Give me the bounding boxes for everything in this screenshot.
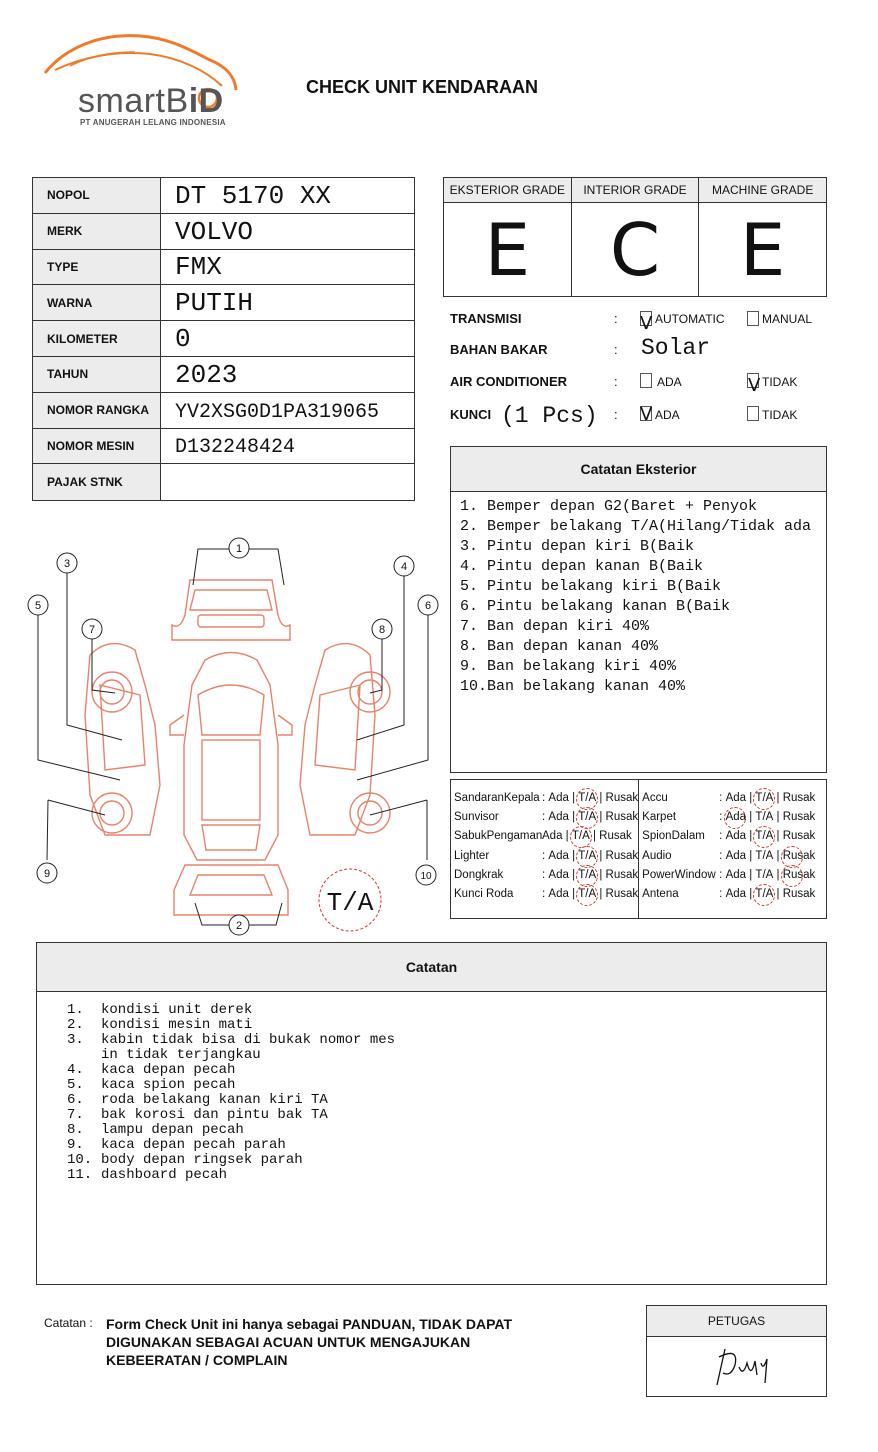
list-item	[67, 1108, 826, 1123]
info-value: FMX	[175, 252, 222, 283]
interior-col-right	[639, 780, 826, 918]
info-row-merk	[33, 214, 414, 250]
opt-rusak[interactable]: Rusak	[782, 830, 816, 843]
grade-value: C	[609, 207, 661, 292]
interior-row	[451, 850, 638, 869]
opt-rusak[interactable]: Rusak	[605, 887, 639, 900]
opt-ada[interactable]: Ada	[548, 849, 569, 862]
kunci-count: (1 Pcs)	[501, 403, 598, 429]
info-label: WARNA	[33, 285, 161, 320]
marker-4	[394, 556, 414, 576]
interior-check-box	[450, 779, 827, 919]
item-text: lampu depan pecah	[101, 1122, 244, 1138]
sep: :	[719, 887, 723, 900]
list-item	[67, 1153, 826, 1168]
info-label: NOMOR MESIN	[33, 429, 161, 464]
manual-label: MANUAL	[762, 312, 813, 326]
marker-8	[372, 619, 392, 639]
item-text: kabin tidak bisa di bukak nomor mes	[101, 1032, 396, 1048]
grade-value: E	[739, 207, 786, 292]
interior-item-name: SabukPengaman	[454, 830, 543, 843]
list-item: 8. Ban depan kanan 40%	[460, 638, 659, 655]
colon: :	[614, 342, 618, 357]
info-label: TYPE	[33, 250, 161, 285]
opt-rusak[interactable]: Rusak	[605, 792, 639, 804]
exterior-notes-title: Catatan Eksterior	[451, 447, 826, 492]
interior-row	[451, 792, 638, 811]
info-row-kilometer	[33, 321, 414, 357]
interior-row	[451, 811, 638, 830]
marker-label: 6	[424, 600, 432, 612]
sep: :	[542, 811, 546, 824]
opt-rusak[interactable]: Rusak	[782, 792, 816, 804]
catatan-box	[36, 942, 827, 1285]
marker-2	[229, 915, 249, 935]
colon: :	[614, 374, 618, 389]
info-value: PUTIH	[175, 288, 254, 319]
ac-tidak-label: TIDAK	[762, 375, 798, 389]
list-item	[67, 1018, 826, 1033]
list-item	[67, 1168, 826, 1183]
interior-row	[639, 869, 826, 888]
interior-col-left	[451, 780, 639, 918]
marker-label: 2	[235, 920, 243, 932]
stamp-label: T/A	[326, 888, 374, 918]
petugas-box	[646, 1305, 827, 1397]
list-item: 6. Pintu belakang kanan B(Baik	[460, 598, 731, 615]
interior-item-name: Kunci Roda	[454, 887, 514, 900]
opt-ada[interactable]: Ada	[548, 868, 569, 881]
list-item	[67, 1138, 826, 1153]
opt-ta[interactable]: T/A	[578, 868, 597, 881]
opt-ta[interactable]: T/A	[755, 792, 774, 804]
item-num: 5.	[67, 1077, 84, 1093]
catatan-title: Catatan	[37, 943, 826, 992]
item-text: body depan ringsek parah	[101, 1152, 303, 1168]
opt-ta[interactable]: T/A	[755, 868, 774, 881]
marker-9	[37, 863, 57, 883]
ac-ada-checkbox[interactable]	[640, 373, 652, 388]
interior-options: : Ada | T/A | Rusak	[542, 811, 639, 824]
signature-icon	[647, 1337, 828, 1397]
check-mark-icon: V	[640, 313, 653, 334]
interior-item-name: Lighter	[454, 849, 490, 862]
item-text: dashboard pecah	[101, 1167, 228, 1183]
list-item: 3. Pintu depan kiri B(Baik	[460, 538, 695, 555]
item-num: 9.	[67, 1137, 84, 1153]
list-item: 1. Bemper depan G2(Baret + Penyok	[460, 498, 758, 515]
item-num: 6.	[67, 1092, 84, 1108]
opt-ada[interactable]: Ada	[548, 792, 569, 804]
item-num: 2.	[67, 1017, 84, 1033]
opt-ada[interactable]: Ada	[725, 792, 747, 804]
opt-ada[interactable]: Ada	[725, 868, 747, 881]
info-value: D132248424	[175, 436, 296, 460]
info-value: 0	[175, 323, 191, 354]
interior-item-name: Karpet	[642, 811, 677, 824]
info-label: PAJAK STNK	[33, 464, 161, 500]
list-item: 9. Ban belakang kiri 40%	[460, 658, 677, 675]
opt-ta[interactable]: T/A	[755, 887, 774, 900]
opt-ada[interactable]: Ada	[548, 811, 569, 824]
catatan-list	[37, 992, 826, 1183]
footer-disclaimer: Form Check Unit ini hanya sebagai PANDUAN, TIDAK DAPAT DIGUNAKAN SEBAGAI ACUAN UNTUK MENGAJUKAN KEBEERATAN / COMPLAIN	[106, 1316, 513, 1368]
bahan-bakar-label: BAHAN BAKAR	[450, 342, 548, 357]
item-text: in tidak terjangkau	[101, 1047, 261, 1063]
list-item	[67, 1003, 826, 1018]
opt-ada[interactable]: Ada	[725, 849, 747, 862]
info-row-type	[33, 250, 414, 286]
marker-label: 1	[235, 543, 243, 555]
opt-rusak[interactable]: Rusak	[782, 849, 816, 862]
interior-row	[639, 888, 826, 907]
item-text: kondisi mesin mati	[101, 1017, 253, 1033]
opt-ada[interactable]: Ada	[725, 811, 747, 824]
info-row-pajak-stnk	[33, 464, 414, 500]
interior-item-name: Accu	[642, 792, 668, 804]
opt-rusak[interactable]: Rusak	[605, 868, 639, 881]
interior-options: : Ada | T/A | Rusak	[719, 887, 816, 900]
interior-item-name: SandaranKepala	[454, 792, 540, 804]
item-text: kaca spion pecah	[101, 1077, 236, 1093]
footer-label: Catatan :	[44, 1316, 93, 1330]
vehicle-info-table	[32, 177, 415, 501]
item-text: kondisi unit derek	[101, 1002, 253, 1018]
marker-label: 10	[420, 871, 432, 882]
opt-rusak[interactable]: Rusak	[782, 811, 816, 824]
interior-item-name: Audio	[642, 849, 672, 862]
item-num: 8.	[67, 1122, 84, 1138]
marker-label: 9	[43, 868, 51, 880]
opt-ada[interactable]: Ada	[725, 887, 747, 900]
ac-label: AIR CONDITIONER	[450, 374, 567, 389]
grade-exterior	[444, 178, 572, 296]
opt-rusak[interactable]: Rusak	[605, 849, 639, 862]
item-num: 4.	[67, 1062, 84, 1078]
ac-ada-label: ADA	[657, 375, 682, 389]
grade-label: INTERIOR GRADE	[572, 178, 699, 203]
leader-lines	[38, 549, 428, 925]
list-item: 5. Pintu belakang kiri B(Baik	[460, 578, 722, 595]
opt-ada[interactable]: Ada	[548, 887, 569, 900]
interior-options: : Ada | T/A | Rusak	[719, 868, 816, 881]
interior-item-name: PowerWindow	[642, 868, 716, 881]
petugas-title: PETUGAS	[647, 1306, 826, 1337]
grade-label: EKSTERIOR GRADE	[444, 178, 571, 203]
grades-table	[443, 177, 827, 297]
manual-checkbox[interactable]	[747, 311, 759, 326]
check-mark-icon: V	[640, 404, 653, 425]
info-value: VOLVO	[175, 216, 254, 247]
opt-ta[interactable]: T/A	[578, 792, 597, 804]
opt-ta[interactable]: T/A	[578, 887, 597, 900]
opt-rusak[interactable]: Rusak	[605, 811, 639, 824]
car-damage-diagram	[20, 535, 440, 940]
info-row-tahun	[33, 357, 414, 393]
marker-3	[57, 553, 77, 573]
bahan-bakar-value: Solar	[641, 335, 711, 361]
opt-ada[interactable]: Ada	[542, 830, 563, 843]
sep: :	[542, 792, 546, 804]
opt-rusak[interactable]: Rusak	[782, 868, 816, 881]
exterior-notes-list	[451, 492, 826, 697]
kunci-tidak-checkbox[interactable]	[747, 406, 759, 421]
list-item	[67, 1078, 826, 1093]
logo-text-b: iD	[188, 82, 224, 120]
info-row-nomor-rangka	[33, 393, 414, 429]
interior-options: Ada | T/A | Rusak	[542, 830, 632, 843]
interior-item-name: SpionDalam	[642, 830, 705, 843]
list-item	[67, 1093, 826, 1108]
kunci-label: KUNCI	[450, 407, 492, 422]
item-text: bak korosi dan pintu bak TA	[101, 1107, 328, 1123]
sep: :	[542, 849, 546, 862]
grade-label: MACHINE GRADE	[699, 178, 826, 203]
info-row-nomor-mesin	[33, 429, 414, 465]
marker-6	[418, 595, 438, 615]
info-label: MERK	[33, 214, 161, 249]
item-num: 1.	[67, 1002, 84, 1018]
ta-stamp	[319, 869, 381, 931]
marker-1	[229, 538, 249, 558]
info-value: YV2XSG0D1PA319065	[175, 400, 380, 424]
sep: :	[719, 868, 723, 881]
document-title: CHECK UNIT KENDARAAN	[306, 77, 538, 97]
sep: :	[542, 868, 546, 881]
interior-options: : Ada | T/A | Rusak	[719, 830, 816, 843]
marker-label: 5	[34, 600, 42, 612]
marker-label: 7	[88, 624, 96, 636]
kunci-ada-label: ADA	[655, 408, 680, 422]
opt-ta[interactable]: T/A	[571, 830, 590, 843]
colon: :	[614, 311, 618, 326]
grade-interior	[572, 178, 700, 296]
item-num	[67, 1048, 101, 1063]
info-label: TAHUN	[33, 357, 161, 392]
opt-ta[interactable]: T/A	[755, 830, 774, 843]
grade-value: E	[484, 207, 531, 292]
exterior-notes-box	[450, 446, 827, 773]
grade-machine	[699, 178, 826, 296]
marker-label: 3	[63, 558, 71, 570]
opt-ta[interactable]: T/A	[578, 849, 597, 862]
list-item: 7. Ban depan kiri 40%	[460, 618, 650, 635]
marker-label: 4	[400, 561, 408, 573]
interior-row	[639, 830, 826, 849]
list-item	[67, 1063, 826, 1078]
list-item	[67, 1033, 826, 1048]
list-item: 4. Pintu depan kanan B(Baik	[460, 558, 704, 575]
sep: :	[542, 887, 546, 900]
item-text: kaca depan pecah	[101, 1062, 236, 1078]
info-value: DT 5170 XX	[175, 180, 332, 211]
list-item: 10.Ban belakang kanan 40%	[460, 678, 686, 695]
info-label: KILOMETER	[33, 321, 161, 356]
item-text: kaca depan pecah parah	[101, 1137, 286, 1153]
marker-label: 8	[378, 624, 386, 636]
interior-row	[639, 811, 826, 830]
interior-options: : Ada | T/A | Rusak	[719, 811, 816, 824]
marker-7	[82, 619, 102, 639]
opt-ta[interactable]: T/A	[578, 811, 597, 824]
item-num: 7.	[67, 1107, 84, 1123]
interior-item-name: Dongkrak	[454, 868, 504, 881]
marker-5	[28, 595, 48, 615]
interior-row	[451, 830, 638, 849]
interior-item-name: Antena	[642, 887, 679, 900]
marker-10	[416, 865, 436, 885]
item-text: roda belakang kanan kiri TA	[101, 1092, 328, 1108]
interior-row	[451, 869, 638, 888]
opt-ada[interactable]: Ada	[725, 830, 747, 843]
opt-ta[interactable]: T/A	[755, 849, 774, 862]
interior-options: : Ada | T/A | Rusak	[542, 868, 639, 881]
transmisi-label: TRANSMISI	[450, 311, 522, 326]
check-mark-icon: V	[748, 375, 761, 396]
list-item: 2. Bemper belakang T/A(Hilang/Tidak ada	[460, 518, 812, 535]
list-item	[67, 1123, 826, 1138]
sep: :	[719, 830, 723, 843]
info-row-warna	[33, 285, 414, 321]
logo-text-a: smartB	[78, 82, 189, 120]
interior-options: : Ada | T/A | Rusak	[719, 849, 816, 862]
info-label: NOMOR RANGKA	[33, 393, 161, 428]
list-item	[67, 1048, 826, 1063]
info-label: NOPOL	[33, 178, 161, 213]
item-num: 3.	[67, 1032, 84, 1048]
logo-wordmark	[78, 82, 224, 121]
opt-rusak[interactable]: Rusak	[782, 887, 816, 900]
automatic-label: AUTOMATIC	[655, 312, 725, 326]
opt-rusak[interactable]: Rusak	[599, 830, 632, 843]
item-num: 10.	[67, 1152, 93, 1168]
info-row-nopol	[33, 178, 414, 214]
sep: :	[719, 849, 723, 862]
interior-item-name: Sunvisor	[454, 811, 499, 824]
colon: :	[614, 407, 618, 422]
interior-options: : Ada | T/A | Rusak	[542, 849, 639, 862]
logo-subtitle: PT ANUGERAH LELANG INDONESIA	[80, 118, 226, 127]
sep: :	[719, 792, 723, 804]
info-value: 2023	[175, 359, 238, 390]
car-outline-icon	[85, 580, 390, 915]
interior-options: : Ada | T/A | Rusak	[542, 792, 639, 804]
opt-ta[interactable]: T/A	[755, 811, 774, 824]
interior-row	[451, 888, 638, 907]
sep: :	[719, 811, 723, 824]
interior-options: : Ada | T/A | Rusak	[719, 792, 816, 804]
item-num: 11.	[67, 1167, 93, 1183]
interior-options: : Ada | T/A | Rusak	[542, 887, 639, 900]
info-value	[161, 464, 414, 500]
kunci-tidak-label: TIDAK	[762, 408, 798, 422]
